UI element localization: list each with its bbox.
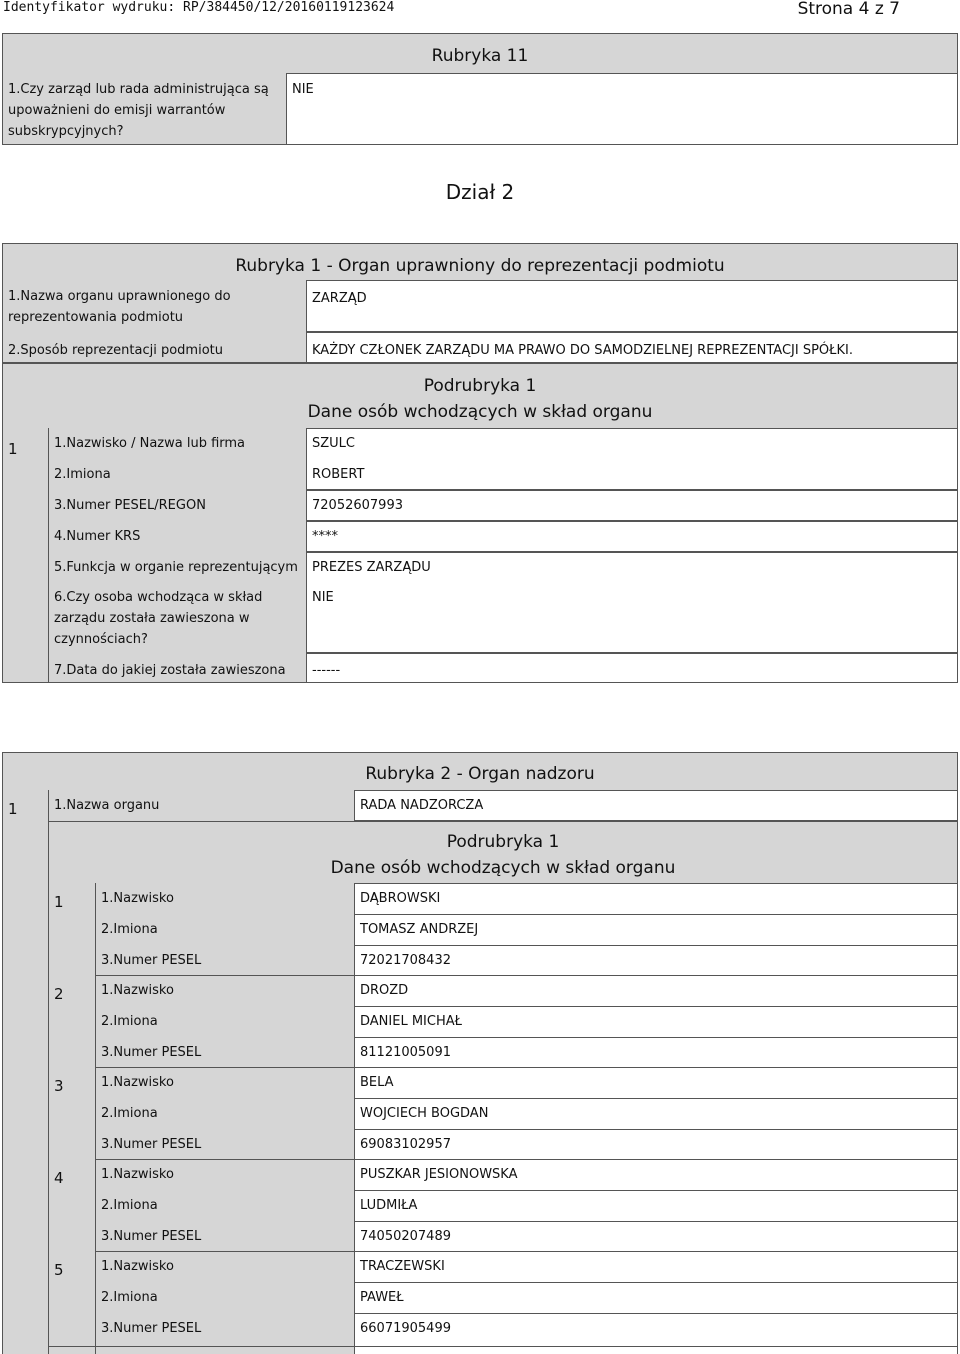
member-row-separator [354, 1129, 958, 1130]
person-surname-label: 1.Nazwisko / Nazwa lub firma [54, 436, 246, 451]
person-value-cell-b [306, 490, 958, 521]
member-firstnames-value: LUDMIŁA [360, 1198, 418, 1213]
member-pesel-label: 3.Numer PESEL [101, 1045, 202, 1060]
organ-divider [48, 821, 958, 822]
member-block-separator [95, 1159, 958, 1160]
member-surname-label: 1.Nazwisko [101, 891, 174, 906]
member-firstnames-value: DANIEL MICHAŁ [360, 1014, 462, 1029]
rubryka-11-title: Rubryka 11 [431, 46, 529, 66]
member-pesel-value: 72021708432 [360, 953, 451, 968]
member-surname-label: 1.Nazwisko [101, 1075, 174, 1090]
member-block-separator [95, 1251, 958, 1252]
person-index: 1 [8, 440, 18, 458]
person-suspended-label: 6.Czy osoba wchodząca w skład zarządu została zawieszona w czynnościach? [54, 590, 263, 647]
member-firstnames-value: TOMASZ ANDRZEJ [360, 922, 479, 937]
member-firstnames-label: 2.Imiona [101, 1198, 158, 1213]
supervisory-organ-value: RADA NADZORCZA [360, 798, 484, 813]
person-function-value: PREZES ZARZĄDU [312, 560, 431, 575]
member-row-separator [354, 945, 958, 946]
section-heading: Dział 2 [445, 180, 515, 204]
members-bottom-line [48, 1346, 958, 1347]
member-pesel-label: 3.Numer PESEL [101, 1229, 202, 1244]
page-number: Strona 4 z 7 [797, 0, 900, 19]
member-index: 1 [54, 893, 64, 911]
member-surname-value: DĄBROWSKI [360, 891, 441, 906]
person-value-cell-a [306, 428, 958, 490]
rubryka-2-podrubryka-title: Podrubryka 1 [446, 832, 560, 852]
organ-index: 1 [8, 800, 18, 818]
representation-method-value: KAŻDY CZŁONEK ZARZĄDU MA PRAWO DO SAMODZIELNEJ REPREZENTACJI SPÓŁKI. [312, 343, 853, 358]
member-index: 4 [54, 1169, 64, 1187]
member-pesel-value: 69083102957 [360, 1137, 451, 1152]
member-surname-label: 1.Nazwisko [101, 1259, 174, 1274]
organ-name-label: 1.Nazwa organu uprawnionego do reprezentowania podmiotu [8, 289, 231, 325]
person-firstnames-value: ROBERT [312, 467, 365, 482]
person-pesel-label: 3.Numer PESEL/REGON [54, 498, 206, 513]
member-surname-value: TRACZEWSKI [360, 1259, 445, 1274]
rubryka-2-podrubryka-subtitle: Dane osób wchodzących w skład organu [330, 858, 676, 878]
member-row-separator [354, 1282, 958, 1283]
member-firstnames-label: 2.Imiona [101, 1014, 158, 1029]
member-firstnames-value: PAWEŁ [360, 1290, 404, 1305]
person-krs-label: 4.Numer KRS [54, 529, 141, 544]
person-suspension-date-value: ------ [312, 663, 341, 678]
person-krs-value: **** [312, 529, 338, 544]
member-surname-label: 1.Nazwisko [101, 983, 174, 998]
member-row-separator [354, 1098, 958, 1099]
member-firstnames-label: 2.Imiona [101, 1290, 158, 1305]
rubryka-2-title: Rubryka 2 - Organ nadzoru [365, 764, 595, 784]
member-row-separator [354, 914, 958, 915]
member-firstnames-label: 2.Imiona [101, 922, 158, 937]
member-pesel-value: 81121005091 [360, 1045, 451, 1060]
member-pesel-label: 3.Numer PESEL [101, 953, 202, 968]
rubryka-11-value-cell [286, 73, 958, 145]
member-row-separator [354, 1221, 958, 1222]
print-identifier: Identyfikator wydruku: RP/384450/12/20160119123624 [3, 0, 395, 15]
member-row-separator [354, 1037, 958, 1038]
member-surname-value: DROZD [360, 983, 409, 998]
representation-method-label: 2.Sposób reprezentacji podmiotu [8, 343, 223, 358]
person-index-divider [48, 428, 49, 683]
member-index: 2 [54, 985, 64, 1003]
person-firstnames-label: 2.Imiona [54, 467, 111, 482]
member-pesel-label: 3.Numer PESEL [101, 1321, 202, 1336]
rubryka-1-title: Rubryka 1 - Organ uprawniony do reprezentacji podmiotu [235, 256, 725, 276]
rubryka-1-f1-value-cell [306, 280, 958, 332]
podrubryka-1-subtitle: Dane osób wchodzących w skład organu [307, 402, 653, 422]
member-pesel-value: 74050207489 [360, 1229, 451, 1244]
member-surname-value: BELA [360, 1075, 394, 1090]
person-value-cell-e [306, 653, 958, 683]
person-surname-value: SZULC [312, 436, 355, 451]
member-block-separator [95, 1067, 958, 1068]
warrants-question-value: NIE [292, 82, 314, 97]
member-firstnames-value: WOJCIECH BOGDAN [360, 1106, 489, 1121]
member-row-separator [354, 1313, 958, 1314]
person-pesel-value: 72052607993 [312, 498, 403, 513]
member-row-separator [354, 1190, 958, 1191]
person-function-label: 5.Funkcja w organie reprezentującym [54, 560, 298, 575]
warrants-question-label: 1.Czy zarząd lub rada administrująca są upoważnieni do emisji warrantów subskrypcyjnych? [8, 82, 269, 139]
member-block-separator [95, 975, 958, 976]
person-suspended-value: NIE [312, 590, 334, 605]
person-suspension-date-label: 7.Data do jakiej została zawieszona [54, 663, 286, 678]
member-index-divider [95, 883, 96, 1354]
member-index: 3 [54, 1077, 64, 1095]
member-pesel-label: 3.Numer PESEL [101, 1137, 202, 1152]
member-surname-label: 1.Nazwisko [101, 1167, 174, 1182]
podrubryka-1-title: Podrubryka 1 [423, 376, 537, 396]
member-surname-value: PUSZKAR JESIONOWSKA [360, 1167, 518, 1182]
member-pesel-value: 66071905499 [360, 1321, 451, 1336]
supervisory-organ-label: 1.Nazwa organu [54, 798, 160, 813]
member-index: 5 [54, 1261, 64, 1279]
member-row-separator [354, 1006, 958, 1007]
member-firstnames-label: 2.Imiona [101, 1106, 158, 1121]
organ-name-value: ZARZĄD [312, 291, 367, 306]
person-value-cell-c [306, 521, 958, 552]
